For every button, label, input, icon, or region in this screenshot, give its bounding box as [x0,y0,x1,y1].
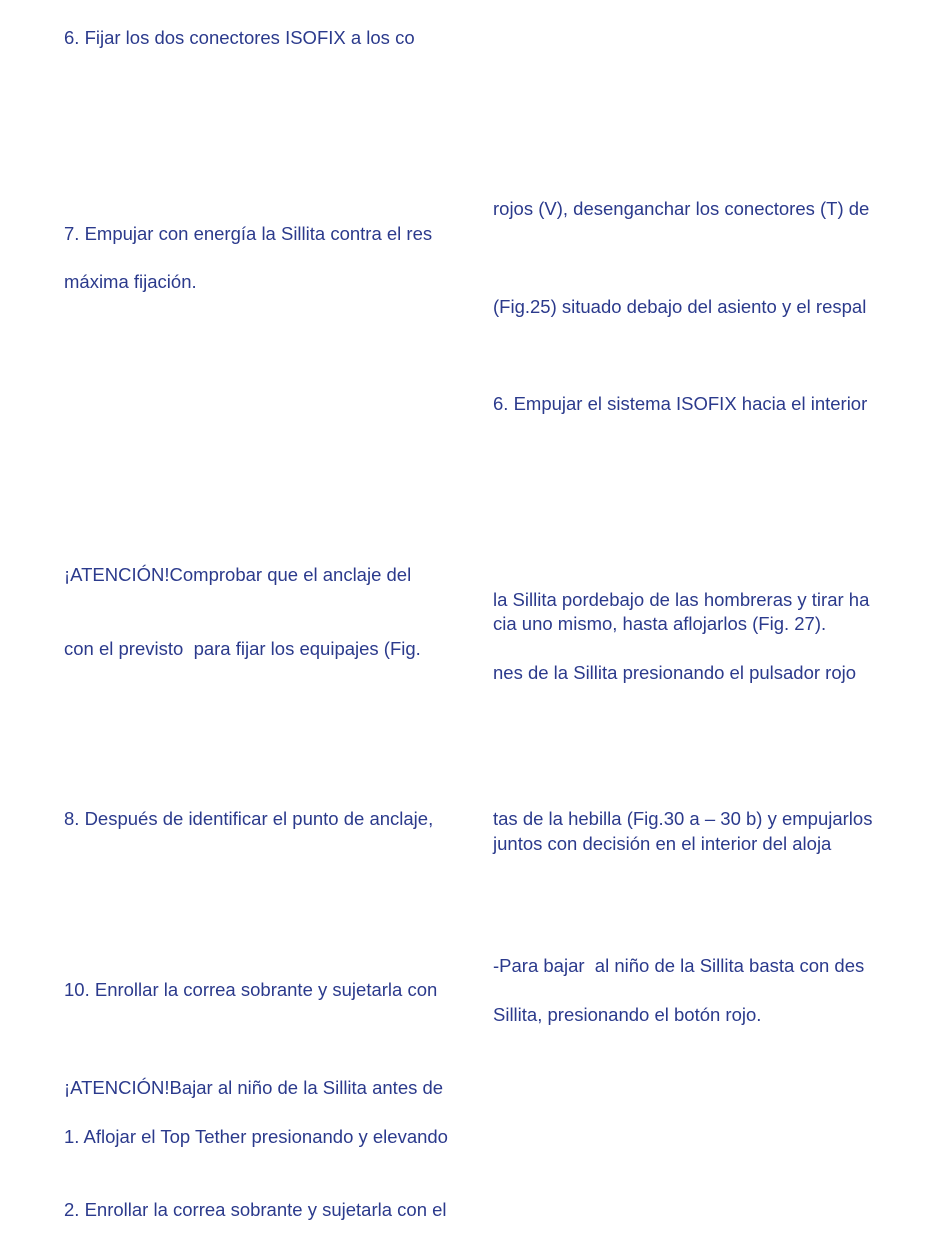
right-line-3: 6. Empujar el sistema ISOFIX hacia el interior [493,393,868,414]
right-line-7: tas de la hebilla (Fig.30 a – 30 b) y empujarlos [493,808,873,829]
right-line-4: la Sillita pordebajo de las hombreras y tirar ha [493,589,870,610]
right-line-10: Sillita, presionando el botón rojo. [493,1004,762,1025]
left-line-8: ¡ATENCIÓN!Bajar al niño de la Sillita antes de [64,1077,444,1098]
left-line-7: 10. Enrollar la correa sobrante y sujetarla con [64,979,438,1000]
right-line-1: rojos (V), desenganchar los conectores (T) de [493,198,870,219]
left-line-1: 6. Fijar los dos conectores ISOFIX a los co [64,27,415,48]
left-line-9: 1. Aflojar el Top Tether presionando y elevando [64,1126,448,1147]
right-line-6: nes de la Sillita presionando el pulsador rojo [493,662,857,683]
right-line-2: (Fig.25) situado debajo del asiento y el respal [493,296,867,317]
right-line-8: juntos con decisión en el interior del aloja [493,833,832,854]
right-line-9: -Para bajar al niño de la Sillita basta con des [493,955,865,976]
left-line-4: ¡ATENCIÓN!Comprobar que el anclaje del [64,564,412,585]
left-line-2: 7. Empujar con energía la Sillita contra el res [64,223,433,244]
right-line-5: cia uno mismo, hasta aflojarlos (Fig. 27). [493,613,827,634]
left-line-5: con el previsto para fijar los equipajes (Fig. [64,638,421,659]
left-line-10: 2. Enrollar la correa sobrante y sujetarla con el [64,1199,447,1220]
left-line-3: máxima fijación. [64,271,197,292]
left-line-6: 8. Después de identificar el punto de anclaje, [64,808,434,829]
